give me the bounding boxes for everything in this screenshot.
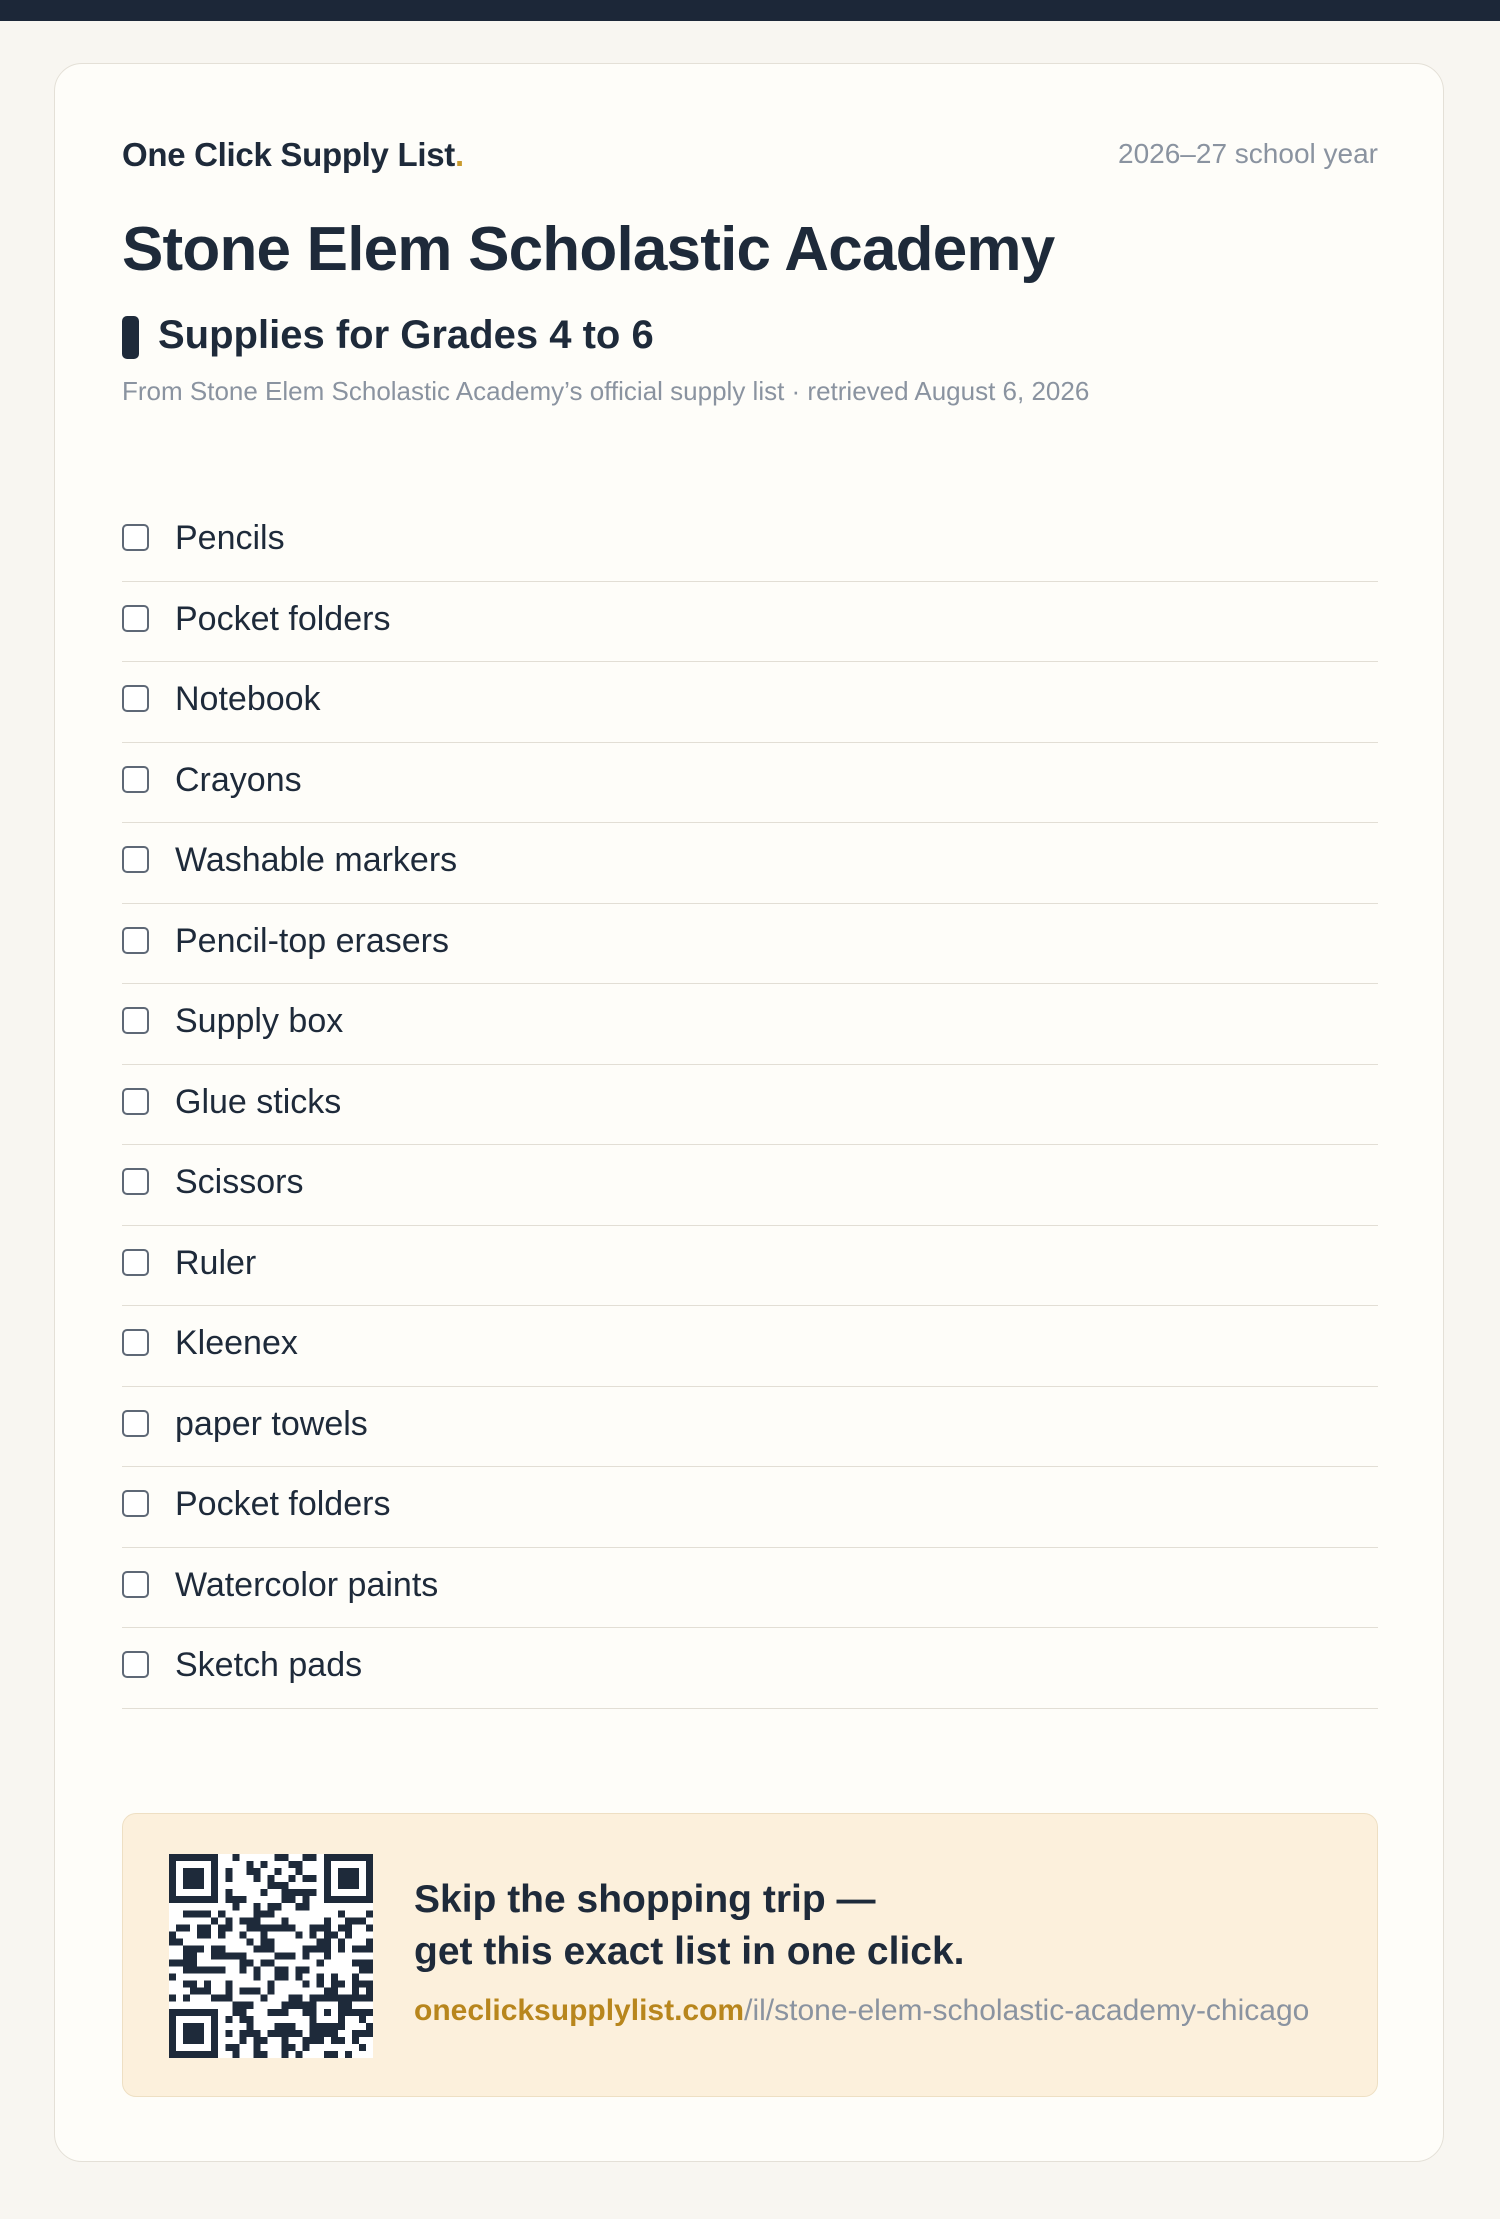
grade-subtitle: Supplies for Grades 4 to 6 — [158, 313, 654, 357]
item-label: Pocket folders — [175, 599, 391, 638]
checkbox[interactable] — [122, 1651, 149, 1678]
list-item[interactable] — [122, 904, 1378, 985]
list-item[interactable] — [122, 1387, 1378, 1468]
checkbox[interactable] — [122, 524, 149, 551]
promo-box — [122, 1813, 1378, 2097]
checkbox[interactable] — [122, 846, 149, 873]
school-year: 2026–27 school year — [1118, 138, 1378, 169]
checkbox[interactable] — [122, 1088, 149, 1115]
promo-url-domain: oneclicksupplylist.com — [414, 1994, 745, 2027]
item-label: Crayons — [175, 760, 302, 799]
checkbox[interactable] — [122, 1410, 149, 1437]
list-item[interactable] — [122, 501, 1378, 582]
source-note: From Stone Elem Scholastic Academy’s official supply list · retrieved August 6, 2026 — [122, 376, 1090, 406]
list-item[interactable] — [122, 662, 1378, 743]
checkbox[interactable] — [122, 1168, 149, 1195]
item-label: Glue sticks — [175, 1082, 342, 1121]
supply-list-card — [54, 63, 1444, 2162]
item-label: Watercolor paints — [175, 1565, 439, 1604]
list-item[interactable] — [122, 743, 1378, 824]
item-label: Kleenex — [175, 1324, 298, 1362]
checkbox[interactable] — [122, 685, 149, 712]
item-label: Pencil-top erasers — [175, 921, 450, 960]
list-item[interactable] — [122, 1145, 1378, 1226]
promo-headline-line1: Skip the shopping trip — — [414, 1878, 876, 1921]
checkbox[interactable] — [122, 605, 149, 632]
brand-dot: . — [454, 136, 464, 173]
item-label: Supply box — [175, 1002, 344, 1040]
promo-link[interactable] — [414, 1994, 1309, 2028]
list-item[interactable] — [122, 1065, 1378, 1146]
list-item[interactable] — [122, 1226, 1378, 1307]
checkbox[interactable] — [122, 1007, 149, 1034]
item-label: Ruler — [175, 1243, 257, 1282]
supply-list — [122, 501, 1378, 1709]
item-label: paper towels — [175, 1404, 368, 1443]
item-label: Pocket folders — [175, 1485, 391, 1523]
item-label: Notebook — [175, 680, 321, 718]
promo-url-path: /il/stone-elem-scholastic-academy-chicago — [744, 1994, 1310, 2027]
brand-logo[interactable] — [122, 136, 464, 174]
item-label: Pencils — [175, 519, 285, 557]
checkbox[interactable] — [122, 766, 149, 793]
qr-code-icon[interactable] — [169, 1854, 373, 2058]
checkbox[interactable] — [122, 927, 149, 954]
item-label: Sketch pads — [175, 1646, 363, 1684]
list-item[interactable] — [122, 582, 1378, 663]
checkbox[interactable] — [122, 1571, 149, 1598]
list-item[interactable] — [122, 984, 1378, 1065]
checkbox[interactable] — [122, 1329, 149, 1356]
school-title: Stone Elem Scholastic Academy — [122, 215, 1055, 284]
checkbox[interactable] — [122, 1249, 149, 1276]
brand-row — [122, 136, 1378, 176]
list-item[interactable] — [122, 1628, 1378, 1709]
list-item[interactable] — [122, 1467, 1378, 1548]
list-item[interactable] — [122, 1548, 1378, 1629]
promo-headline — [414, 1874, 965, 1978]
accent-bar — [122, 316, 139, 359]
brand-name: One Click Supply List — [122, 136, 455, 173]
item-label: Scissors — [175, 1163, 304, 1201]
promo-headline-line2: get this exact list in one click. — [414, 1930, 965, 1973]
top-bar — [0, 0, 1500, 21]
list-item[interactable] — [122, 823, 1378, 904]
item-label: Washable markers — [175, 841, 458, 879]
checkbox[interactable] — [122, 1490, 149, 1517]
list-item[interactable] — [122, 1306, 1378, 1387]
